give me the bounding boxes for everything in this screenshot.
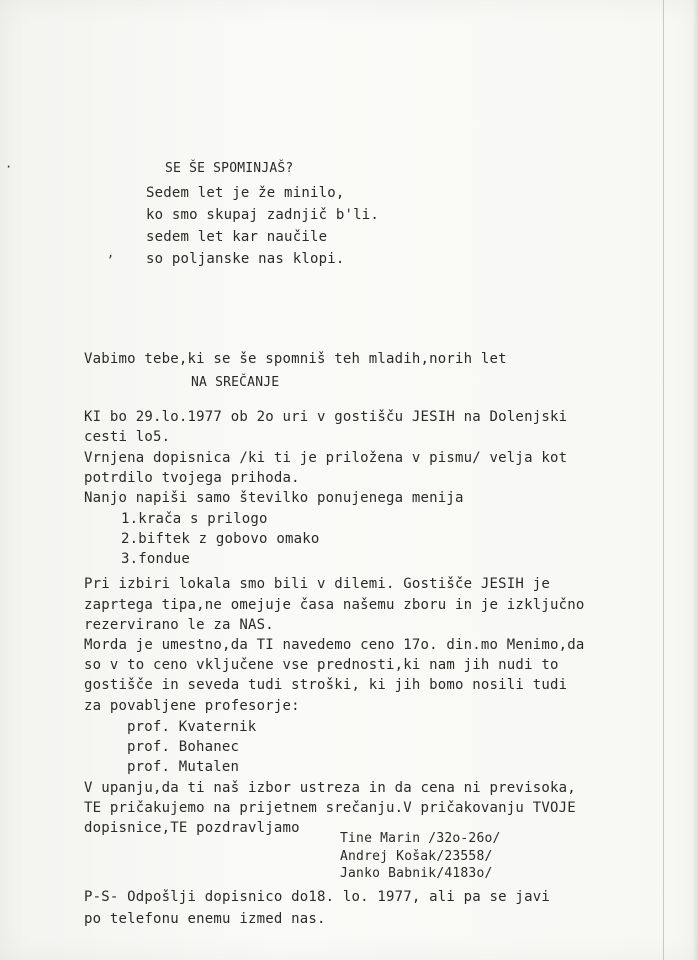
professor-name: prof. Kvaternik <box>127 719 257 735</box>
professor-name: prof. Bohanec <box>127 739 240 755</box>
postscript-line: po telefonu enemu izmed nas. <box>84 911 326 927</box>
body-line: Pri izbiri lokala smo bili v dilemi. Gostišče JESIH je <box>84 576 550 592</box>
poem-line: so poljanske nas klopi. <box>146 251 345 267</box>
body-line: cesti lo5. <box>84 429 171 445</box>
body-line: gostišče in seveda tudi stroški, ki jih bomo nosili tudi <box>84 677 568 693</box>
paper-edge <box>692 0 698 960</box>
postscript-line: P-S- Odpošlji dopisnico do18. lo. 1977, ali pa se javi <box>84 889 550 905</box>
poem-title: SE ŠE SPOMINJAŠ? <box>165 161 294 176</box>
body-line: Morda je umestno,da TI navedemo ceno 17o. din.mo Menimo,da <box>84 637 585 653</box>
invite-heading: NA SREČANJE <box>191 375 280 390</box>
body-line: Nanjo napiši samo številko ponujenega menija <box>84 490 464 506</box>
menu-item: 2.biftek z gobovo omako <box>121 531 320 547</box>
professor-name: prof. Mutalen <box>127 759 240 775</box>
body-line: KI bo 29.lo.1977 ob 2o uri v gostišču JESIH na Dolenjski <box>84 409 568 425</box>
body-line: zaprtega tipa,ne omejuje časa našemu zboru in je izključno <box>84 597 585 613</box>
body-line: potrdilo tvojega prihoda. <box>84 470 300 486</box>
margin-comma: , <box>107 246 115 260</box>
signature-line: Tine Marin /32o-26o/ <box>340 831 501 846</box>
poem-line: ko smo skupaj zadnjič b'li. <box>146 207 379 223</box>
signature-line: Janko Babnik/4183o/ <box>340 866 493 881</box>
body-line: so v to ceno vključene vse prednosti,ki nam jih nudi to <box>84 657 559 673</box>
poem-line: Sedem let je že minilo, <box>146 185 345 201</box>
signature-line: Andrej Košak/23558/ <box>340 849 493 864</box>
closing-line: dopisnice,TE pozdravljamo <box>84 820 300 836</box>
closing-line: TE pričakujemo na prijetnem srečanju.V pričakovanju TVOJE <box>84 800 576 816</box>
body-line: Vrnjena dopisnica /ki ti je priložena v pismu/ velja kot <box>84 450 568 466</box>
menu-item: 3.fondue <box>121 551 191 567</box>
invite-intro: Vabimo tebe,ki se še spomniš teh mladih,norih let <box>84 351 507 367</box>
margin-mark: · <box>5 160 13 174</box>
body-line: rezervirano le za NAS. <box>84 617 274 633</box>
poem-line: sedem let kar naučile <box>146 229 328 245</box>
body-line: za povabljene profesorje: <box>84 698 300 714</box>
paper-fold <box>663 0 664 960</box>
menu-item: 1.krača s prilogo <box>121 511 268 527</box>
closing-line: V upanju,da ti naš izbor ustreza in da cena ni previsoka, <box>84 780 576 796</box>
